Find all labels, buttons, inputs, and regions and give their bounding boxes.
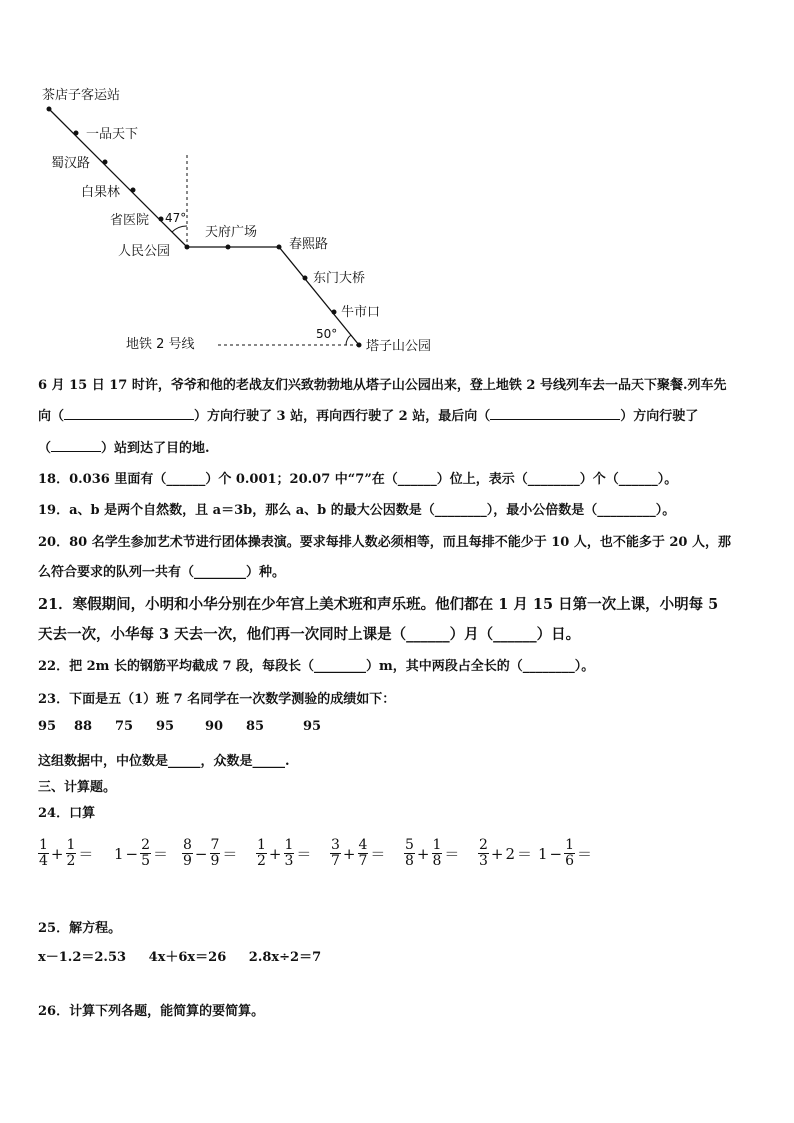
station-label: 蜀汉路 (51, 156, 91, 171)
equation: 2.8x÷2＝7 (248, 950, 322, 965)
section-heading: 三、计算题。 (38, 780, 117, 795)
fraction: $\frac{1}{6}$ (565, 837, 575, 869)
question-21-line2: 天去一次，小华每 3 天去一次，他们再一次同时上课是（______）月（______）日。 (38, 626, 581, 643)
station-label: 春熙路 (289, 237, 329, 252)
question-19: 19．a、b 是两个自然数，且 a＝3b，那么 a、b 的最大公因数是（________），最小公倍数是（_________）。 (38, 503, 676, 518)
station-dot (131, 188, 136, 193)
equation: x－1.2＝2.53 (38, 950, 127, 965)
fraction: $\frac{1}{4}$ (39, 837, 48, 869)
subway-map (0, 0, 794, 360)
fraction: $\frac{1}{8}$ (432, 837, 442, 869)
arith-item: 1 − $\frac{2}{5}$ ＝ (114, 837, 169, 869)
station-dot (159, 217, 164, 222)
fraction: $\frac{2}{5}$ (141, 837, 151, 869)
arith-item: 1 − $\frac{1}{6}$ ＝ (538, 837, 593, 869)
text: ）方向行驶了 (620, 409, 699, 424)
text: 向（ (38, 409, 65, 424)
station-label: 白果林 (81, 185, 121, 200)
score: 85 (246, 719, 265, 734)
station-dot (74, 131, 79, 136)
question-17-line1: 6 月 15 日 17 时许，爷爷和他的老战友们兴致勃勃地从塔子山公园出来，登上地铁 2 号线列车去一品天下聚餐.列车先 (38, 378, 727, 393)
station-dot (226, 245, 231, 250)
station-label: 东门大桥 (313, 271, 366, 286)
question-24-title: 24．口算 (38, 806, 96, 821)
question-20-line2: 么符合要求的队列一共有（________）种。 (38, 565, 286, 580)
station-dot (103, 160, 108, 165)
text: （ (38, 441, 52, 456)
fraction: $\frac{1}{2}$ (257, 837, 266, 869)
question-17-line3 (38, 437, 210, 456)
station-dot (185, 245, 190, 250)
question-23: 23．下面是五（1）班 7 名同学在一次数学测验的成绩如下： (38, 692, 396, 707)
text: ）方向行驶了 3 站，再向西行驶了 2 站，最后向（ (194, 409, 491, 424)
answer-blank[interactable] (51, 439, 101, 452)
fraction: $\frac{8}{9}$ (183, 837, 192, 869)
station-label: 天府广场 (205, 225, 258, 240)
arith-item: $\frac{1}{2}$ + $\frac{1}{3}$ ＝ (257, 837, 312, 869)
equation-row (38, 946, 321, 965)
arith-item: $\frac{3}{7}$ + $\frac{4}{7}$ ＝ (331, 837, 386, 869)
answer-blank[interactable] (490, 407, 620, 420)
station-label: 茶店子客运站 (42, 88, 121, 103)
arith-item: $\frac{5}{8}$ + $\frac{1}{8}$ ＝ (405, 837, 460, 869)
score: 75 (115, 719, 134, 734)
score: 95 (303, 719, 322, 734)
score: 88 (74, 719, 93, 734)
station-dot (357, 343, 362, 348)
answer-blank[interactable] (64, 407, 194, 420)
fraction: $\frac{2}{3}$ (479, 837, 488, 869)
question-25-title: 25．解方程。 (38, 921, 122, 936)
question-26: 26．计算下列各题，能简算的要简算。 (38, 1004, 265, 1019)
station-label: 人民公园 (118, 244, 171, 259)
question-17-line2 (38, 405, 698, 424)
fraction: $\frac{5}{8}$ (405, 837, 414, 869)
score: 95 (38, 719, 57, 734)
station-dot (332, 310, 337, 315)
angle-label: 50° (316, 327, 338, 341)
station-dot (47, 107, 52, 112)
arith-item: $\frac{1}{4}$ + $\frac{1}{2}$ ＝ (39, 837, 94, 869)
station-label: 省医院 (110, 213, 150, 228)
station-label: 牛市口 (341, 305, 381, 320)
question-18: 18．0.036 里面有（______）个 0.001；20.07 中“7”在（______）位上，表示（________）个（______）。 (38, 472, 678, 487)
arith-item: $\frac{8}{9}$ − $\frac{7}{9}$ ＝ (183, 837, 238, 869)
score: 90 (205, 719, 224, 734)
fraction: $\frac{4}{7}$ (358, 837, 368, 869)
question-22: 22．把 2m 长的钢筋平均截成 7 段，每段长（________）m，其中两段占全长的（________）。 (38, 659, 595, 674)
fraction: $\frac{3}{7}$ (331, 837, 340, 869)
station-dot (277, 245, 282, 250)
angle-label: 47° (165, 211, 187, 225)
fraction: $\frac{1}{3}$ (284, 837, 294, 869)
fraction: $\frac{1}{2}$ (66, 837, 76, 869)
equation: 4x＋6x＝26 (148, 950, 227, 965)
station-label: 塔子山公园 (366, 339, 432, 354)
text: ）站到达了目的地. (101, 441, 210, 456)
station-dot (303, 276, 308, 281)
line-label: 地铁 2 号线 (126, 337, 195, 352)
question-23-follow: 这组数据中，中位数是_____，众数是_____. (38, 754, 290, 769)
question-20-line1: 20．80 名学生参加艺术节进行团体操表演。要求每排人数必须相等，而且每排不能少于 10 人，也不能多于 20 人，那 (38, 535, 731, 550)
question-21-line1: 21．寒假期间，小明和小华分别在少年宫上美术班和声乐班。他们都在 1 月 15 日第一次上课，小明每 5 (38, 596, 719, 613)
arith-item: $\frac{2}{3}$ + 2 ＝ (479, 837, 533, 869)
fraction: $\frac{7}{9}$ (210, 837, 220, 869)
station-label: 一品天下 (86, 127, 139, 142)
score: 95 (156, 719, 175, 734)
